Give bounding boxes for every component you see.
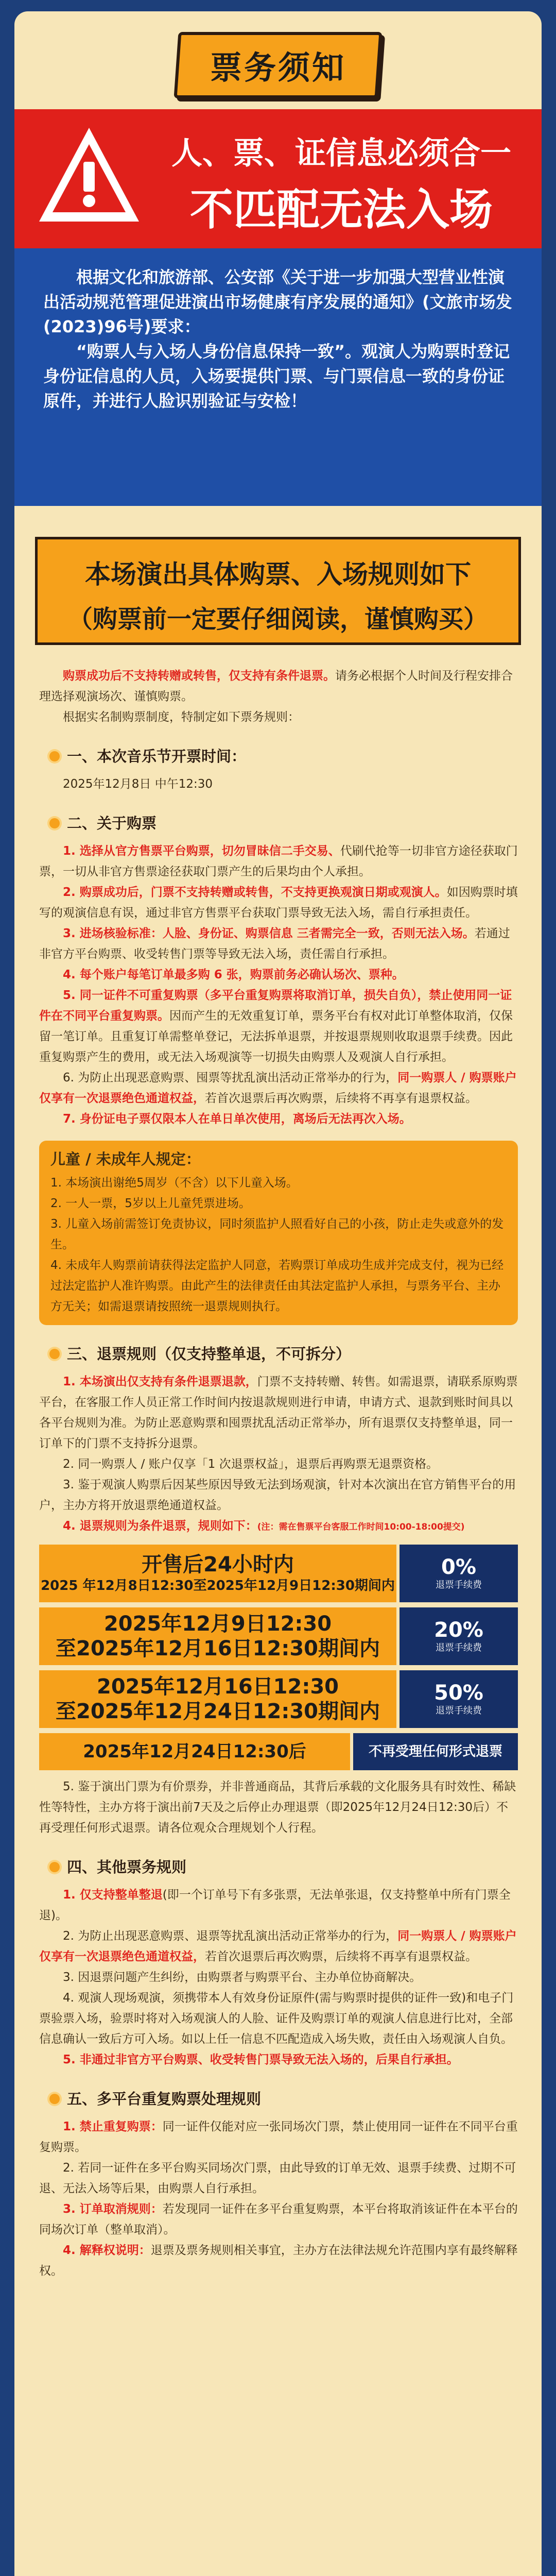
- rule-5-1-red: 1. 禁止重复购票：: [63, 2120, 163, 2133]
- rule-2-4: 4. 每个账户每笔订单最多购 6 张，购票前务必确认场次、票种。: [63, 968, 404, 981]
- tier-period-main: 开售后24小时内: [142, 1553, 294, 1577]
- page-title: 票务须知: [210, 49, 346, 87]
- ticket-notice-card: [14, 11, 542, 2576]
- tier-period-sub: 至2025年12月16日12:30期间内: [56, 1637, 380, 1660]
- refund-tier-fee: [399, 1670, 518, 1728]
- rule-3-4-red: 4. 退票规则为条件退票，规则如下：: [63, 1519, 257, 1533]
- rule-5-1-text: 同一证件仅能对应一张同场次门票，禁止使用同一证件在不同平台重复购票。: [39, 2120, 518, 2154]
- refund-tier-fee: [399, 1607, 518, 1665]
- policy-notice: [14, 248, 542, 506]
- rule-5-2: 2. 若同一证件在多平台购买同场次门票，由此导致的订单无效、退票手续费、过期不可退、无法入场等后果，由购票人自行承担。: [39, 2161, 516, 2195]
- rule-5-4-text: 退票及票务规则相关事宜，主办方在法律法规允许范围内享有最终解释权。: [39, 2244, 518, 2278]
- rule-2-3-text: 若通过非官方平台购票、收受转售门票等导致无法入场，责任需自行承担。: [39, 927, 510, 961]
- section-3-heading: [49, 1344, 518, 1364]
- tier-period-main: 2025年12月16日12:30: [97, 1675, 339, 1699]
- rule-2-2-text: 如因购票时填写的观演信息有误，通过非官方售票平台获取门票导致无法入场，需自行承担责任。: [39, 886, 518, 920]
- refund-tier-row: [39, 1733, 518, 1770]
- rules-header-line-2: （购票前一定要仔细阅读，谨慎购买）: [67, 605, 488, 634]
- notice-paragraph-1: 根据文化和旅游部、公安部《关于进一步加强大型营业性演出活动规范管理促进演出市场健康有序发展的通知》(文旅市场发(2023)96号)要求：: [43, 267, 512, 336]
- rule-4-2-text-b: 若首次退票后再次购票，后续将不再享有退票权益。: [205, 1950, 477, 1963]
- tier-period-sub: 至2025年12月24日12:30期间内: [56, 1700, 380, 1723]
- rule-4-2-text-a: 2. 为防止出现恶意购票、退票等扰乱演出活动正常举办的行为，: [63, 1929, 398, 1943]
- refund-tier-period: [39, 1545, 396, 1602]
- tier-period-main: 2025年12月24日12:30后: [83, 1741, 306, 1762]
- rules-header-box: [35, 537, 521, 645]
- tier-period-main: 2025年12月9日12:30: [103, 1612, 332, 1636]
- notice-paragraph-2: “购票人与入场人身份信息保持一致”。观演人为购票时登记身份证信息的人员，入场要提供门票、与门票信息一致的身份证原件，并进行人脸识别验证与安检！: [43, 342, 510, 411]
- tier-fee-label: 不再受理任何形式退票: [368, 1744, 502, 1759]
- children-rules-title: 儿童 / 未成年人规定：: [50, 1150, 201, 1168]
- rule-3-4-note: (注：需在售票平台客服工作时间10:00-18:00提交): [257, 1522, 465, 1532]
- rule-2-6-text-a: 6. 为防止出现恶意购票、囤票等扰乱演出活动正常举办的行为，: [63, 1071, 398, 1084]
- warning-line-1: 人、票、证信息必须合一: [171, 135, 511, 172]
- children-rule: 2. 一人一票，5岁以上儿童凭票进场。: [50, 1197, 251, 1210]
- tier-fee-label: 退票手续费: [436, 1642, 482, 1653]
- rule-3-5: 5. 鉴于演出门票为有价票券，并非普通商品，其背后承载的文化服务具有时效性、稀缺性等特性，主办方将于演出前7天及之后停止办理退票（即2025年12月24日12:30后）不再受理任何形式退票。请各位观众合理规划个人行程。: [39, 1780, 516, 1835]
- rule-3-2: 2. 同一购票人 / 账户仅享「1 次退票权益」，退票后再购票无退票资格。: [63, 1458, 439, 1471]
- rule-2-6-red: 同一购票人 / 购票账户仅享有一次退票绝色通道权益，: [39, 1071, 517, 1105]
- rule-2-7: 7. 身份证电子票仅限本人在单日单次使用，离场后无法再次入场。: [63, 1112, 411, 1126]
- refund-tier-fee: [399, 1545, 518, 1602]
- intro-line-2: 根据实名制购票制度，特制定如下票务规则：: [63, 710, 300, 724]
- section-5-title: 五、多平台重复购票处理规则: [67, 2090, 262, 2108]
- refund-tier-period: [39, 1607, 396, 1665]
- bullet-dot: [49, 1862, 60, 1872]
- rule-5-3-text: 若发现同一证件在多平台重复购票，本平台将取消该证件在本平台的同场次订单（整单取消）。: [39, 2202, 518, 2236]
- rule-2-3-red: 3. 进场核验标准：人脸、身份证、购票信息 三者需完全一致，否则无法入场。: [63, 927, 475, 940]
- rule-4-1: [39, 1885, 518, 1926]
- rule-5-1: [39, 2116, 518, 2158]
- rule-5-4-red: 4. 解释权说明：: [63, 2244, 151, 2257]
- section-3-title: 三、退票规则（仅支持整单退，不可拆分）: [67, 1345, 351, 1363]
- refund-tier-row: [39, 1545, 518, 1602]
- section-1-title: 一、本次音乐节开票时间：: [67, 748, 247, 765]
- rule-3-3: 3. 鉴于观演人购票后因某些原因导致无法到场观演，针对本次演出在官方销售平台的用户，主办方将开放退票绝通道权益。: [39, 1478, 516, 1512]
- tier-fee-percent: 20%: [434, 1618, 483, 1642]
- rule-2-2-red: 2. 购票成功后，门票不支持转赠或转售，不支持更换观演日期或观演人。: [63, 886, 447, 899]
- rule-4-5: 5. 非通过非官方平台购票、收受转售门票导致无法入场的，后果自行承担。: [63, 2053, 459, 2066]
- rule-2-5-text: 因而产生的无效重复订单，票务平台有权对此订单整体取消，仅保留一笔订单。且重复订单需整单登记，无法拆单退票，并按退票规则收取退票手续费。因此重复购票产生的费用，或无法入场观演等一切损失由购票人及观演人自行承担。: [39, 1009, 513, 1064]
- title-area: [14, 32, 542, 98]
- intro-red: 购票成功后不支持转赠或转售，仅支持有条件退票。: [63, 669, 335, 683]
- refund-tier-row: [39, 1670, 518, 1728]
- rule-4-2-red: 同一购票人 / 购票账户仅享有一次退票绝色通道权益，: [39, 1929, 517, 1963]
- sale-time: 2025年12月8日 中午12:30: [63, 777, 213, 791]
- children-rules-panel: [39, 1141, 518, 1325]
- warning-icon: [35, 124, 143, 227]
- rules-header-line-1: 本场演出具体购票、入场规则如下: [85, 560, 471, 589]
- rule-2-6: [39, 1067, 518, 1109]
- section-4-title: 四、其他票务规则: [67, 1858, 187, 1876]
- rule-2-2: [39, 882, 518, 923]
- rule-5-4: [39, 2240, 518, 2281]
- refund-tier-period: [39, 1733, 350, 1770]
- section-5-heading: [49, 2089, 518, 2109]
- children-rule: 4. 未成年人购票前请获得法定监护人同意，若购票订单成功生成并完成支付，视为已经过法定监护人准许购票。由此产生的法律责任由其法定监护人承担，与票务平台、主办方无关；如需退票请按照统一退票规则执行。: [50, 1259, 504, 1313]
- section-2-title: 二、关于购票: [67, 815, 157, 832]
- rules-content: [39, 666, 518, 2281]
- rule-4-3: 3. 因退票问题产生纠纷，由购票者与购票平台、主办单位协商解决。: [63, 1971, 422, 1984]
- rule-3-1-red: 1. 本场演出仅支持有条件退票退款，: [63, 1375, 257, 1388]
- refund-tier-period: [39, 1670, 396, 1728]
- refund-fee-table: [39, 1545, 518, 1770]
- rule-5-3-red: 3. 订单取消规则：: [63, 2202, 163, 2216]
- children-rule: 3. 儿童入场前需签订免责协议，同时须监护人照看好自己的小孩，防止走失或意外的发生。: [50, 1217, 504, 1251]
- title-badge: [173, 32, 382, 98]
- tier-fee-label: 退票手续费: [436, 1580, 482, 1590]
- rule-4-1-text: (即一个订单号下有多张票，无法单张退，仅支持整单中所有门票全退)。: [39, 1888, 511, 1922]
- section-1-heading: [49, 746, 518, 767]
- intro-paragraph: [39, 666, 518, 707]
- tier-fee-label: 退票手续费: [436, 1705, 482, 1716]
- tier-fee-percent: 0%: [441, 1555, 476, 1579]
- rule-3-1: [39, 1371, 518, 1454]
- warning-line-2: 不匹配无法入场: [189, 184, 493, 235]
- tier-fee-percent: 50%: [434, 1681, 483, 1705]
- bullet-dot: [49, 818, 60, 828]
- rule-4-4: 4. 观演人现场观演，须携带本人有效身份证原件(需与购票时提供的证件一致)和电子门票验票入场，验票时将对入场观演人的人脸、证件及购票订单的观演人信息进行比对，全部信息确认一致后方可入场。如以上任一信息不匹配造成入场失败，责任由入场观演人自负。: [39, 1991, 514, 2046]
- bullet-dot: [49, 2094, 60, 2104]
- rule-3-4: [39, 1516, 518, 1537]
- rule-2-1-red: 1. 选择从官方售票平台购票，切勿冒昧信二手交易、: [63, 844, 340, 858]
- intro-rest: 请务必根据个人时间及行程安排合理选择观演场次、谨慎购票。: [39, 669, 513, 703]
- rule-3-1-text: 门票不支持转赠、转售。如需退票，请联系原购票平台，在客服工作人员正常工作时间内按退款规则进行申请，申请方式、退款到账时间具以各平台规则为准。为防止恶意购票和囤票扰乱活动正常举办，所有退票仅支持整单退，同一订单下的门票不支持拆分退票。: [39, 1375, 518, 1450]
- rule-2-1: [39, 841, 518, 882]
- rule-4-2: [39, 1926, 518, 1967]
- warning-banner: [14, 109, 542, 248]
- rule-2-1-text: 代刷代抢等一切非官方途径获取门票，一切从非官方售票途径获取门票产生的后果均由个人承担。: [39, 844, 518, 878]
- bullet-dot: [49, 1349, 60, 1359]
- rule-2-5-red: 5. 同一证件不可重复购票（多平台重复购票将取消订单，损失自负），禁止使用同一证件在不同平台重复购票。: [39, 989, 512, 1023]
- refund-tier-row: [39, 1607, 518, 1665]
- children-rule: 1. 本场演出谢绝5周岁（不含）以下儿童入场。: [50, 1176, 298, 1190]
- rule-2-6-text-b: 若首次退票后再次购票，后续将不再享有退票权益。: [205, 1092, 477, 1105]
- bullet-dot: [49, 751, 60, 761]
- section-2-heading: [49, 813, 518, 834]
- tier-period-sub: 2025 年12月8日12:30至2025年12月9日12:30期间内: [41, 1578, 395, 1594]
- section-4-heading: [49, 1857, 518, 1877]
- rule-4-1-red: 1. 仅支持整单整退: [63, 1888, 163, 1902]
- rule-2-5: [39, 985, 518, 1067]
- refund-tier-fee: [353, 1733, 518, 1770]
- rule-5-3: [39, 2199, 518, 2240]
- rule-2-3: [39, 923, 518, 964]
